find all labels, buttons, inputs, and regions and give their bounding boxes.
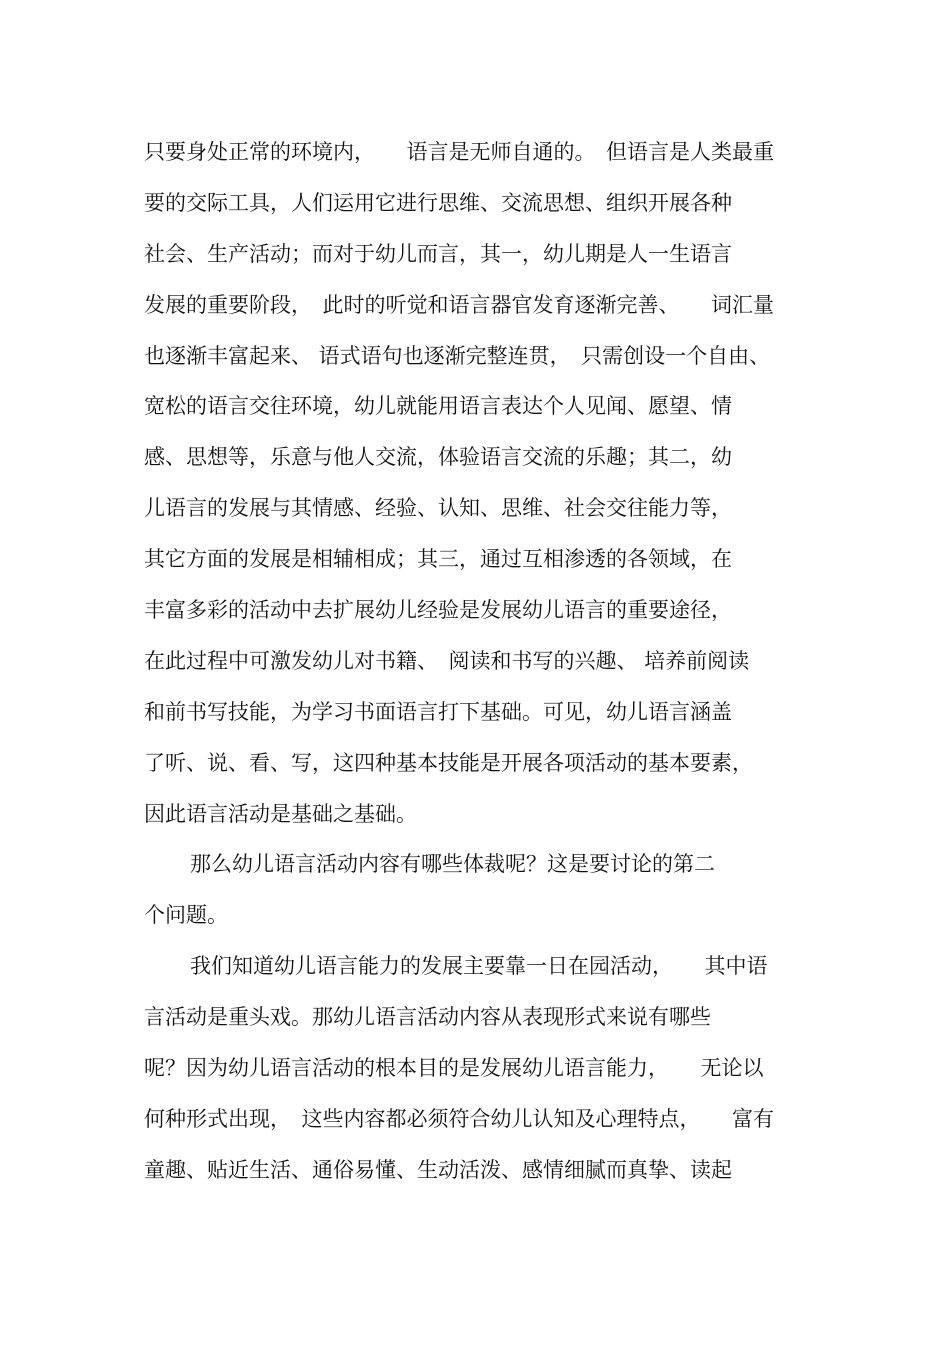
text-line: 个问题。 <box>144 903 228 928</box>
text-line: 因此语言活动是基础之基础。 <box>144 801 417 826</box>
text-line: 在此过程中可激发幼儿对书籍、 阅读和书写的兴趣、 培养前阅读 <box>144 648 750 673</box>
paragraph-2 <box>144 844 844 946</box>
paragraph-3 <box>144 946 844 1200</box>
body-text <box>144 132 844 1201</box>
text-line: 宽松的语言交往环境，幼儿就能用语言表达个人见闻、愿望、情 <box>144 394 732 419</box>
text-line: 丰富多彩的活动中去扩展幼儿经验是发展幼儿语言的重要途径， <box>144 598 732 623</box>
text-line: 发展的重要阶段， 此时的听觉和语言器官发育逐渐完善、 词汇量 <box>144 292 774 317</box>
text-line: 了听、说、看、写，这四种基本技能是开展各项活动的基本要素， <box>144 750 753 775</box>
text-line: 其它方面的发展是相辅相成；其三，通过互相渗透的各领域，在 <box>144 547 732 572</box>
text-line: 言活动是重头戏。那幼儿语言活动内容从表现形式来说有哪些 <box>144 1005 711 1030</box>
text-line: 也逐渐丰富起来、 语式语句也逐渐完整连贯， 只需创设一个自由、 <box>144 343 771 368</box>
text-line: 感、思想等，乐意与他人交流，体验语言交流的乐趣；其二，幼 <box>144 445 732 470</box>
paragraph-1 <box>144 132 844 844</box>
text-line: 那么幼儿语言活动内容有哪些体裁呢？这是要讨论的第二 <box>190 852 715 877</box>
text-line: 只要身处正常的环境内， 语言是无师自通的。 但语言是人类最重 <box>144 140 774 164</box>
text-line: 何种形式出现， 这些内容都必须符合幼儿认知及心理特点， 富有 <box>144 1106 774 1131</box>
text-line: 要的交际工具，人们运用它进行思维、交流思想、组织开展各种 <box>144 190 732 215</box>
text-line: 我们知道幼儿语言能力的发展主要靠一日在园活动， 其中语 <box>190 954 768 979</box>
text-line: 儿语言的发展与其情感、经验、认知、思维、社会交往能力等， <box>144 496 732 521</box>
text-line: 呢？因为幼儿语言活动的根本目的是发展幼儿语言能力， 无论以 <box>144 1056 764 1081</box>
text-line: 童趣、贴近生活、通俗易懂、生动活泼、感情细腻而真挚、读起 <box>144 1157 732 1182</box>
text-line: 社会、生产活动；而对于幼儿而言，其一，幼儿期是人一生语言 <box>144 241 732 266</box>
text-line: 和前书写技能，为学习书面语言打下基础。可见，幼儿语言涵盖 <box>144 699 732 724</box>
